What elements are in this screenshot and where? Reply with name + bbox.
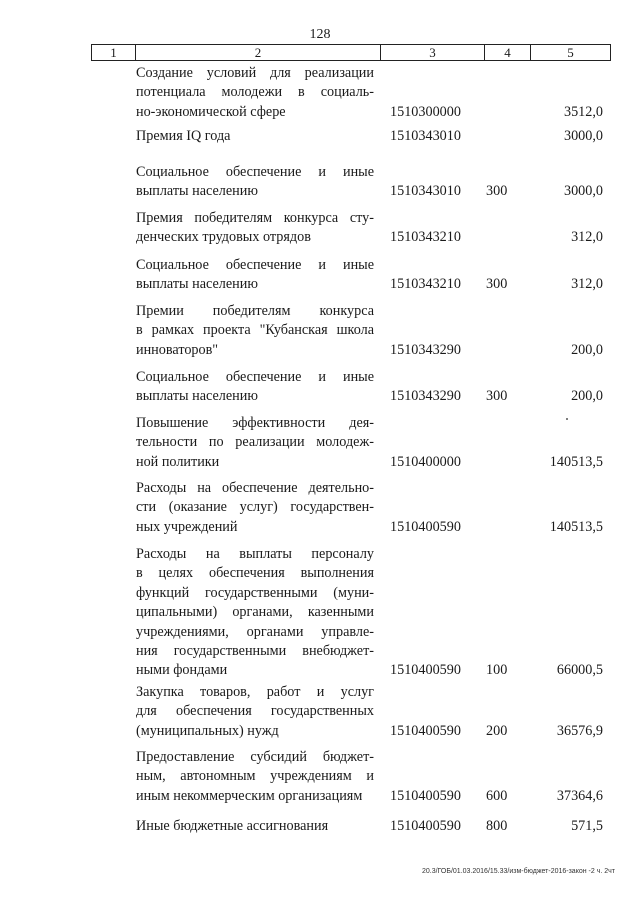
row-name-line: выплаты населению (136, 388, 258, 405)
column-header-4: 4 (485, 45, 531, 61)
row-name (136, 414, 374, 472)
scan-speck (566, 418, 568, 420)
column-header-2: 2 (136, 45, 381, 61)
row-name (136, 683, 374, 741)
row-sum: 3000,0 (563, 183, 603, 200)
row-name (136, 64, 374, 122)
row-expense-type: 300 (486, 388, 508, 405)
row-name (136, 209, 374, 248)
row-name-line: Премия победителям конкурса сту- (136, 210, 374, 226)
row-code: 1510343210 (390, 276, 461, 293)
row-expense-type: 600 (486, 787, 508, 804)
row-code: 1510400590 (390, 662, 461, 679)
row-name-line: Социальное обеспечение и иные (136, 257, 374, 273)
column-header-1: 1 (92, 45, 136, 61)
row-expense-type: 100 (486, 662, 508, 679)
row-name (136, 256, 374, 295)
row-sum: 36576,9 (556, 722, 603, 739)
row-expense-type: 800 (486, 818, 508, 834)
row-expense-type: 200 (486, 722, 508, 739)
row-name (136, 479, 374, 537)
row-name-line: иным некоммерческим организациям (136, 787, 363, 804)
row-code: 1510343290 (390, 341, 461, 358)
row-code: 1510343290 (390, 388, 461, 405)
row-sum: 3000,0 (563, 128, 603, 144)
page-number: 128 (309, 27, 331, 42)
row-name-line: Премии победителям конкурса (136, 303, 374, 319)
row-code: 1510343210 (390, 229, 461, 246)
row-name-line: ным, автономным учреждениям и (136, 768, 374, 785)
row-name-line: для обеспечения государственных (136, 703, 374, 720)
row-name-line: Иные бюджетные ассигнования (136, 818, 329, 834)
row-name-line: в рамках проекта "Кубанская школа (136, 322, 374, 339)
row-name-line: функций государственными (муни- (136, 584, 374, 601)
row-name-line: денческих трудовых отрядов (136, 229, 311, 246)
row-name-line: Социальное обеспечение и иные (136, 164, 374, 180)
row-name (136, 302, 374, 360)
row-name-line: Расходы на обеспечение деятельно- (136, 480, 374, 496)
row-name-line: ных учреждений (136, 518, 238, 535)
row-name (136, 748, 374, 806)
row-name-line: потенциала молодежи в социаль- (136, 84, 374, 101)
row-name-line: Повышение эффективности дея- (136, 415, 374, 431)
row-sum: 140513,5 (549, 453, 603, 470)
row-name-line: но-экономической сфере (136, 103, 286, 120)
row-name-line: выплаты населению (136, 183, 258, 200)
row-sum: 571,5 (571, 818, 603, 834)
row-name-line: в целях обеспечения выполнения (136, 565, 374, 582)
row-name-line: ния государственными внебюджет- (136, 643, 374, 660)
row-sum: 140513,5 (549, 518, 603, 535)
row-name-line: инноваторов" (136, 341, 219, 358)
row-name-line: ципальными) органами, казенными (136, 604, 374, 621)
row-name (136, 817, 374, 836)
row-code: 1510343010 (390, 128, 461, 144)
column-header-5: 5 (531, 45, 611, 61)
row-name-line: Предоставление субсидий бюджет- (136, 749, 374, 765)
row-code: 1510400590 (390, 818, 461, 834)
row-code: 1510400000 (390, 453, 461, 470)
row-name-line: Закупка товаров, работ и услуг (136, 684, 374, 700)
row-name-line: сти (оказание услуг) государствен- (136, 499, 374, 516)
row-sum: 200,0 (571, 341, 603, 358)
row-name (136, 127, 374, 146)
row-sum: 66000,5 (556, 662, 603, 679)
row-sum: 312,0 (571, 229, 603, 246)
row-sum: 37364,6 (556, 787, 603, 804)
row-code: 1510400590 (390, 722, 461, 739)
row-name-line: (муниципальных) нужд (136, 722, 279, 739)
footer-file-path: 20.3/ГОБ/01.03.2016/15.33/изм-бюджет-2016-закон -2 ч. 2чт (421, 868, 615, 875)
row-sum: 312,0 (571, 276, 603, 293)
row-name-line: учреждениями, органами управле- (136, 623, 374, 640)
row-name-line: Расходы на выплаты персоналу (136, 546, 374, 562)
row-code: 1510400590 (390, 787, 461, 804)
row-name-line: Премия IQ года (136, 128, 231, 144)
row-sum: 200,0 (571, 388, 603, 405)
row-code: 1510400590 (390, 518, 461, 535)
row-name-line: Создание условий для реализации (136, 65, 374, 81)
column-header-3: 3 (381, 45, 485, 61)
column-header-row (91, 44, 611, 61)
row-expense-type: 300 (486, 276, 508, 293)
row-name (136, 368, 374, 407)
row-name-line: ными фондами (136, 662, 228, 679)
row-name-line: Социальное обеспечение и иные (136, 369, 374, 385)
row-code: 1510300000 (390, 103, 461, 120)
row-name (136, 163, 374, 202)
row-name-line: тельности по реализации молодеж- (136, 434, 374, 451)
row-name (136, 545, 374, 681)
row-name-line: выплаты населению (136, 276, 258, 293)
row-expense-type: 300 (486, 183, 508, 200)
row-code: 1510343010 (390, 183, 461, 200)
row-sum: 3512,0 (563, 103, 603, 120)
row-name-line: ной политики (136, 453, 220, 470)
